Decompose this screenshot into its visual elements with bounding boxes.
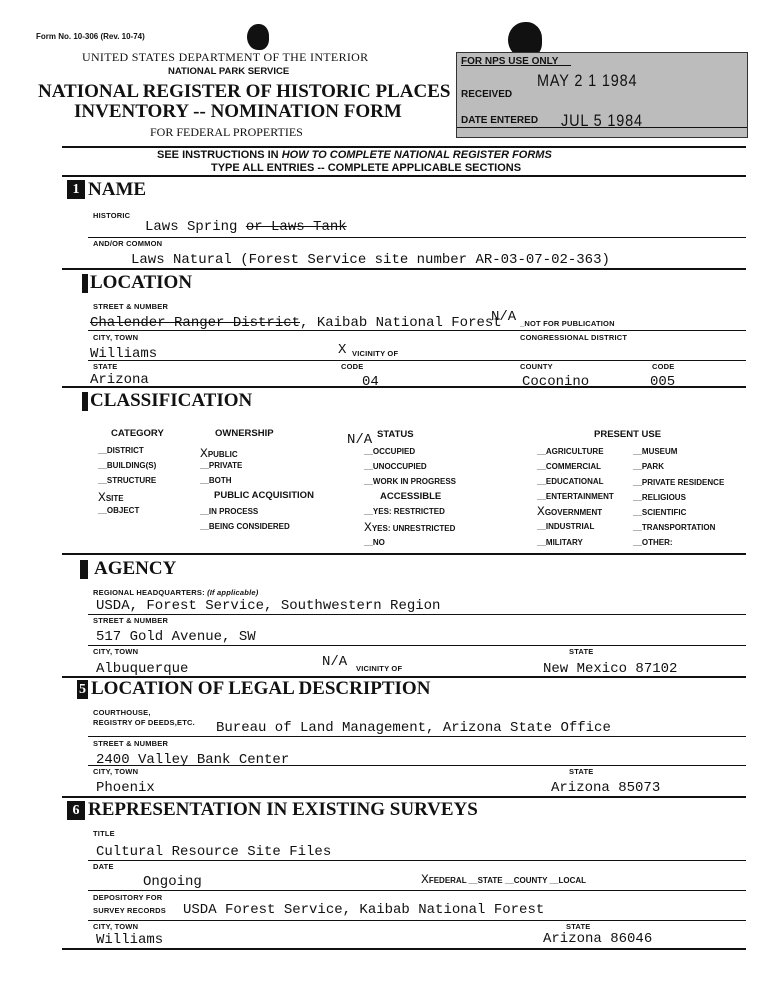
divider bbox=[457, 127, 747, 128]
common-name: Laws Natural (Forest Service site number AR-03-07-02-363) bbox=[131, 252, 610, 268]
not-for-pub-text: NOT FOR PUBLICATION bbox=[524, 319, 615, 328]
field-rule bbox=[88, 645, 746, 646]
legal-state-value: Arizona 85073 bbox=[551, 780, 661, 796]
option-site[interactable] bbox=[98, 490, 124, 505]
registry-value: Bureau of Land Management, Arizona State Office bbox=[216, 720, 611, 736]
federal-properties: FOR FEDERAL PROPERTIES bbox=[150, 125, 303, 139]
historic-name bbox=[145, 219, 347, 235]
historic-label: HISTORIC bbox=[93, 211, 131, 220]
legal-city-label: CITY, TOWN bbox=[93, 767, 139, 776]
option-military[interactable]: __MILITARY bbox=[537, 538, 583, 547]
section-rule bbox=[62, 268, 746, 270]
city-value: Williams bbox=[90, 346, 158, 362]
survey-title-label: TITLE bbox=[93, 829, 115, 838]
agency-city-label: CITY, TOWN bbox=[93, 647, 139, 656]
option-no[interactable]: __NO bbox=[364, 538, 385, 547]
section-number-mark bbox=[82, 392, 88, 411]
option-museum[interactable]: __MUSEUM bbox=[633, 447, 678, 456]
field-rule bbox=[88, 360, 746, 361]
survey-date-value: Ongoing bbox=[143, 874, 202, 890]
section-rule bbox=[62, 948, 746, 950]
nps-use-box bbox=[456, 52, 748, 138]
section-number-mark bbox=[82, 274, 88, 293]
field-rule bbox=[88, 765, 746, 766]
option-both[interactable]: __BOTH bbox=[200, 476, 232, 485]
field-rule bbox=[88, 330, 746, 331]
survey-records-label: SURVEY RECORDS bbox=[93, 906, 166, 915]
date-entered-value: JUL 5 1984 bbox=[561, 111, 643, 130]
section-number-mark bbox=[80, 560, 88, 579]
agency-city-value: Albuquerque bbox=[96, 661, 189, 677]
legal-street-value: 2400 Valley Bank Center bbox=[96, 752, 290, 768]
option-in-process[interactable]: __IN PROCESS bbox=[200, 507, 259, 516]
option-object[interactable]: __OBJECT bbox=[98, 506, 140, 515]
congressional-label: CONGRESSIONAL DISTRICT bbox=[520, 333, 628, 342]
section-rule bbox=[62, 386, 746, 388]
survey-records-value: USDA Forest Service, Kaibab National Forest bbox=[183, 902, 545, 918]
option-private-residence[interactable]: __PRIVATE RESIDENCE bbox=[633, 478, 725, 487]
section-rule bbox=[62, 553, 746, 555]
public-check: X bbox=[200, 446, 208, 461]
option-religious[interactable]: __RELIGIOUS bbox=[633, 493, 686, 502]
ownership-header: OWNERSHIP bbox=[215, 428, 274, 439]
option-scientific[interactable]: __SCIENTIFIC bbox=[633, 508, 687, 517]
agency-street-value: 517 Gold Avenue, SW bbox=[96, 629, 256, 645]
historic-name-value: Laws Spring bbox=[145, 219, 238, 235]
site-label: SITE bbox=[105, 494, 124, 503]
federal-check: X bbox=[421, 872, 429, 887]
option-unoccupied[interactable]: __UNOCCUPIED bbox=[364, 462, 427, 471]
courthouse-label: COURTHOUSE, bbox=[93, 708, 151, 717]
option-being-considered[interactable]: __BEING CONSIDERED bbox=[200, 522, 290, 531]
form-subtitle: INVENTORY -- NOMINATION FORM bbox=[74, 101, 402, 122]
vicinity-check[interactable]: X bbox=[338, 342, 347, 358]
received-date: MAY 2 1 1984 bbox=[537, 71, 638, 90]
field-rule bbox=[88, 237, 746, 238]
category-header: CATEGORY bbox=[111, 428, 164, 439]
option-transportation[interactable]: __TRANSPORTATION bbox=[633, 523, 716, 532]
received-label: RECEIVED bbox=[461, 89, 513, 100]
agency-street-label: STREET & NUMBER bbox=[93, 616, 169, 625]
divider bbox=[461, 65, 571, 66]
street-label: STREET & NUMBER bbox=[93, 302, 169, 311]
government-label: GOVERNMENT bbox=[544, 508, 603, 517]
hq-label-text: REGIONAL HEADQUARTERS: bbox=[93, 588, 205, 597]
legal-state-label: STATE bbox=[569, 767, 594, 776]
option-commercial[interactable]: __COMMERCIAL bbox=[537, 462, 602, 471]
option-industrial[interactable]: __INDUSTRIAL bbox=[537, 522, 595, 531]
public-acquisition-header: PUBLIC ACQUISITION bbox=[214, 490, 314, 501]
section-number: 1 bbox=[67, 180, 85, 199]
option-structure[interactable]: __STRUCTURE bbox=[98, 476, 157, 485]
status-na: N/A bbox=[347, 432, 373, 448]
form-title: NATIONAL REGISTER OF HISTORIC PLACES bbox=[38, 81, 451, 102]
option-public[interactable] bbox=[200, 446, 238, 461]
ink-blot bbox=[247, 24, 269, 50]
form-number: Form No. 10-306 (Rev. 10-74) bbox=[36, 32, 145, 41]
option-entertainment[interactable]: __ENTERTAINMENT bbox=[537, 492, 614, 501]
option-government[interactable] bbox=[537, 504, 602, 519]
present-use-header: PRESENT USE bbox=[594, 429, 662, 440]
hq-label bbox=[93, 588, 258, 597]
not-for-pub-na: N/A bbox=[491, 309, 517, 325]
option-private[interactable]: __PRIVATE bbox=[200, 461, 243, 470]
hq-value: USDA, Forest Service, Southwestern Region bbox=[96, 598, 441, 614]
option-other[interactable]: __OTHER: bbox=[633, 538, 673, 547]
historic-name-struck: or Laws Tank bbox=[245, 219, 347, 235]
date-entered-label: DATE ENTERED bbox=[461, 115, 539, 126]
instructions-text: SEE INSTRUCTIONS IN bbox=[157, 149, 282, 161]
county-label: COUNTY bbox=[520, 362, 553, 371]
agency-state-value: New Mexico 87102 bbox=[543, 661, 678, 677]
county-value: Coconino bbox=[522, 374, 590, 390]
field-rule bbox=[88, 920, 746, 921]
option-work-in-progress[interactable]: __WORK IN PROGRESS bbox=[364, 477, 457, 486]
legal-city-value: Phoenix bbox=[96, 780, 155, 796]
city-label: CITY, TOWN bbox=[93, 333, 139, 342]
section-title-classification: CLASSIFICATION bbox=[90, 390, 253, 411]
vicinity-label: VICINITY OF bbox=[352, 349, 399, 358]
instructions-reference: HOW TO COMPLETE NATIONAL REGISTER FORMS bbox=[281, 149, 552, 161]
public-label: PUBLIC bbox=[207, 450, 238, 459]
option-yes-restricted[interactable]: __YES: RESTRICTED bbox=[364, 507, 445, 516]
accessible-header: ACCESSIBLE bbox=[380, 491, 442, 502]
code2-label: CODE bbox=[652, 362, 675, 371]
field-rule bbox=[88, 860, 746, 861]
survey-levels[interactable] bbox=[421, 872, 586, 887]
option-district[interactable]: __DISTRICT bbox=[98, 446, 144, 455]
header-rule bbox=[62, 146, 746, 148]
option-occupied[interactable]: __OCCUPIED bbox=[364, 447, 416, 456]
header-rule bbox=[62, 175, 746, 177]
option-yes-unrestricted[interactable] bbox=[364, 520, 455, 535]
agency-state-label: STATE bbox=[569, 647, 594, 656]
site-check: X bbox=[98, 490, 106, 505]
section-rule bbox=[62, 796, 746, 798]
section-title-name: NAME bbox=[88, 179, 147, 200]
hq-note: (If applicable) bbox=[207, 588, 259, 597]
code-label: CODE bbox=[341, 362, 364, 371]
code-value: 04 bbox=[362, 374, 379, 390]
section-title-legal: LOCATION OF LEGAL DESCRIPTION bbox=[91, 678, 431, 699]
status-header: STATUS bbox=[377, 429, 414, 440]
unrestricted-check: X bbox=[364, 520, 372, 535]
field-rule bbox=[88, 890, 746, 891]
department-name: UNITED STATES DEPARTMENT OF THE INTERIOR bbox=[82, 50, 369, 64]
section-number: 5 bbox=[79, 682, 86, 697]
instructions-line1 bbox=[157, 149, 552, 161]
depository-label: DEPOSITORY FOR bbox=[93, 893, 163, 902]
option-educational[interactable]: __EDUCATIONAL bbox=[537, 477, 604, 486]
common-label: AND/OR COMMON bbox=[93, 239, 163, 248]
section-title-location: LOCATION bbox=[90, 272, 193, 293]
not-for-pub-label: _NOT FOR PUBLICATION bbox=[520, 319, 615, 328]
field-rule bbox=[88, 736, 746, 737]
survey-state-label: STATE bbox=[566, 922, 591, 931]
section-title-surveys: REPRESENTATION IN EXISTING SURVEYS bbox=[88, 799, 478, 820]
agency-vicinity-label: VICINITY OF bbox=[356, 664, 403, 673]
survey-city-label: CITY, TOWN bbox=[93, 922, 139, 931]
levels-text: FEDERAL __STATE __COUNTY __LOCAL bbox=[428, 876, 587, 885]
instructions-line2: TYPE ALL ENTRIES -- COMPLETE APPLICABLE SECTIONS bbox=[211, 162, 522, 174]
survey-date-label: DATE bbox=[93, 862, 114, 871]
government-check: X bbox=[537, 504, 545, 519]
state-value: Arizona bbox=[90, 372, 149, 388]
code2-value: 005 bbox=[650, 374, 676, 390]
street-value bbox=[90, 315, 502, 331]
survey-title-value: Cultural Resource Site Files bbox=[96, 844, 332, 860]
registry-label: REGISTRY OF DEEDS,ETC. bbox=[93, 718, 195, 727]
survey-city-value: Williams bbox=[96, 932, 164, 948]
service-name: NATIONAL PARK SERVICE bbox=[168, 66, 290, 77]
nps-box-title: FOR NPS USE ONLY bbox=[461, 56, 559, 67]
unrestricted-label: YES: UNRESTRICTED bbox=[371, 524, 456, 533]
section-number: 6 bbox=[67, 801, 85, 820]
state-label: STATE bbox=[93, 362, 118, 371]
street-struck: Chalender Ranger District bbox=[90, 315, 301, 331]
option-buildings[interactable]: __BUILDING(S) bbox=[98, 461, 157, 470]
street-value-text: , Kaibab National Forest bbox=[300, 315, 502, 331]
option-park[interactable]: __PARK bbox=[633, 462, 664, 471]
legal-street-label: STREET & NUMBER bbox=[93, 739, 169, 748]
option-agriculture[interactable]: __AGRICULTURE bbox=[537, 447, 604, 456]
field-rule bbox=[88, 614, 746, 615]
section-title-agency: AGENCY bbox=[94, 558, 177, 579]
agency-na: N/A bbox=[322, 654, 348, 670]
survey-state-value: Arizona 86046 bbox=[543, 931, 653, 947]
